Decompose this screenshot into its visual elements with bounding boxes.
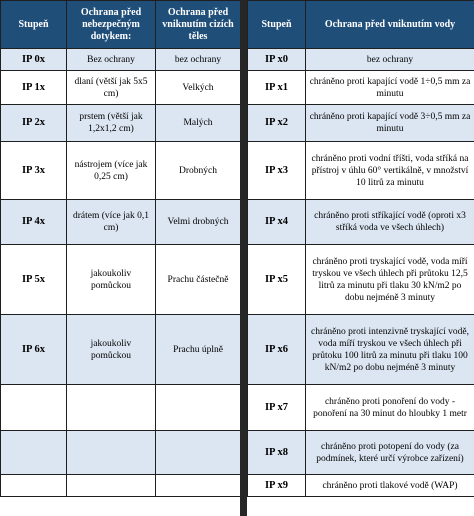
table-row [1, 200, 241, 245]
solids-cell: Velkých [156, 71, 241, 105]
degree-cell [1, 475, 67, 497]
table-row [1, 245, 241, 315]
degree-cell: IP x5 [248, 245, 306, 315]
solids-cell: Prachu částečně [156, 245, 241, 315]
touch-cell: nástrojem (více jak 0,25 cm) [67, 142, 156, 200]
table-row [248, 245, 474, 315]
header-degree: Stupeň [1, 1, 67, 49]
table-row [248, 71, 474, 105]
touch-cell: Bez ochrany [67, 49, 156, 71]
touch-cell [67, 431, 156, 475]
table-row [1, 385, 241, 431]
solids-cell: Prachu úplně [156, 315, 241, 385]
header-water-protection: Ochrana před vniknutím vody [306, 1, 474, 49]
solids-cell: bez ochrany [156, 49, 241, 71]
touch-cell: drátem (více jak 0,1 cm) [67, 200, 156, 245]
degree-cell: IP x1 [248, 71, 306, 105]
water-cell: chráněno proti stříkající vodě (oproti x3 stříká voda ve všech úhlech) [306, 200, 474, 245]
water-cell: chráněno proti intenzivně tryskající vodě, voda míří tryskou ve všech úhlech při průtoku 100 litrů za minutu při tlaku 100 kN/m2 po dobu nejméně 3 minuty [306, 315, 474, 385]
table-row [248, 431, 474, 475]
degree-cell: IP x8 [248, 431, 306, 475]
degree-cell: IP 6x [1, 315, 67, 385]
degree-cell: IP 4x [1, 200, 67, 245]
protection-against-touch-and-solids-table [0, 0, 241, 497]
table-row [248, 49, 474, 71]
solids-cell: Drobných [156, 142, 241, 200]
table-row [248, 315, 474, 385]
degree-cell: IP x4 [248, 200, 306, 245]
table-row [1, 49, 241, 71]
touch-cell: jakoukoliv pomůckou [67, 315, 156, 385]
degree-cell: IP 2x [1, 105, 67, 142]
degree-cell: IP x3 [248, 142, 306, 200]
touch-cell [67, 475, 156, 497]
table-row [1, 475, 241, 497]
solids-cell [156, 475, 241, 497]
table-row [248, 385, 474, 431]
table-row [1, 315, 241, 385]
touch-cell [67, 385, 156, 431]
degree-cell: IP x7 [248, 385, 306, 431]
water-cell: chráněno proti vodní tříšti, voda stříká na přístroj v úhlu 60° vertikálně, v množství 10 litrů za minutu [306, 142, 474, 200]
header-solids-protection: Ochrana před vniknutím cizích těles [156, 1, 241, 49]
table-row [1, 71, 241, 105]
touch-cell: prstem (větší jak 1,2x1,2 cm) [67, 105, 156, 142]
protection-against-water-table [247, 0, 474, 497]
solids-cell: Velmi drobných [156, 200, 241, 245]
touch-cell: jakoukoliv pomůckou [67, 245, 156, 315]
water-cell: bez ochrany [306, 49, 474, 71]
solids-cell: Malých [156, 105, 241, 142]
degree-cell: IP 5x [1, 245, 67, 315]
degree-cell: IP x0 [248, 49, 306, 71]
water-cell: chráněno proti tryskající vodě, voda míří tryskou ve všech úhlech při průtoku 12,5 litrů za minutu při tlaku 30 kN/m2 po dobu nejméně 3 minuty [306, 245, 474, 315]
degree-cell [1, 431, 67, 475]
water-cell: chráněno proti ponoření do vody - ponoření na 30 minut do hloubky 1 metr [306, 385, 474, 431]
degree-cell: IP 0x [1, 49, 67, 71]
solids-cell [156, 385, 241, 431]
degree-cell: IP x2 [248, 105, 306, 142]
degree-cell: IP 1x [1, 71, 67, 105]
table-row [248, 475, 474, 497]
table-row [1, 431, 241, 475]
water-cell: chráněno proti potopení do vody (za podmínek, které určí výrobce zařízení) [306, 431, 474, 475]
table-row [1, 105, 241, 142]
degree-cell: IP x9 [248, 475, 306, 497]
table-divider [240, 0, 247, 516]
solids-cell [156, 431, 241, 475]
water-cell: chráněno proti kapající vodě 1÷0,5 mm za minutu [306, 71, 474, 105]
touch-cell: dlaní (větší jak 5x5 cm) [67, 71, 156, 105]
header-degree: Stupeň [248, 1, 306, 49]
table-row [248, 142, 474, 200]
degree-cell: IP 3x [1, 142, 67, 200]
degree-cell: IP x6 [248, 315, 306, 385]
table-row [248, 105, 474, 142]
water-cell: chráněno proti kapající vodě 3÷0,5 mm za minutu [306, 105, 474, 142]
water-cell: chráněno proti tlakové vodě (WAP) [306, 475, 474, 497]
table-row [248, 200, 474, 245]
table-row [1, 142, 241, 200]
header-touch-protection: Ochrana před nebezpečným dotykem: [67, 1, 156, 49]
degree-cell [1, 385, 67, 431]
